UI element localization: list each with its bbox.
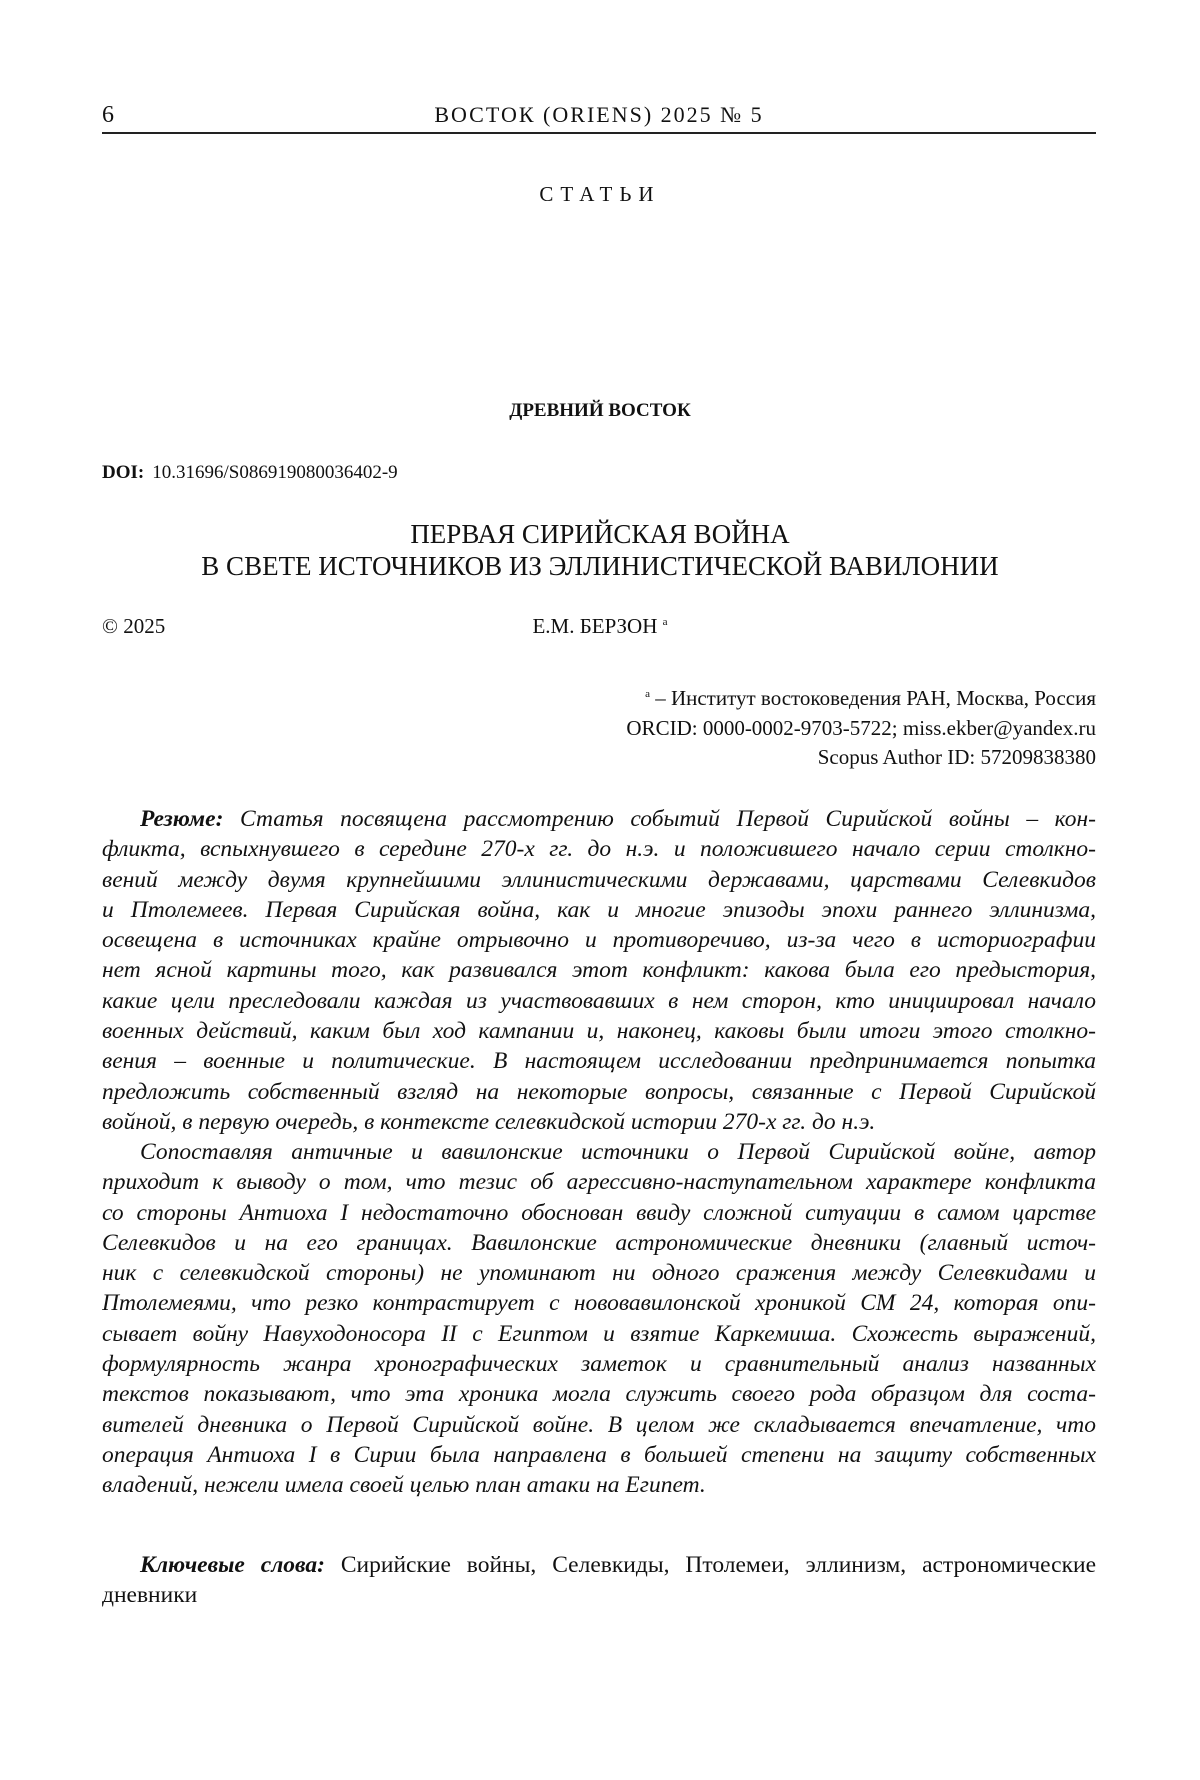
abstract-line	[102, 1440, 1096, 1470]
abstract-line	[102, 1319, 1096, 1349]
page-number: 6	[102, 102, 114, 129]
abstract-line-text: вителей дневника о Первой Сирийской войне. В целом же складывается впечатление, что	[102, 1412, 1096, 1438]
abstract-line-text: вений между двумя крупнейшими эллинистическими державами, царствами Селевкидов	[102, 867, 1096, 893]
abstract-line-text: военных действий, каким был ход кампании и, наконец, каковы были итоги этого столкно-	[102, 1018, 1096, 1044]
copyright: © 2025	[102, 614, 165, 639]
abstract-line	[102, 895, 1096, 925]
abstract-line	[102, 1198, 1096, 1228]
abstract-line-text: и Птолемеев. Первая Сирийская война, как и многие эпизоды эпохи раннего эллинизма,	[102, 897, 1096, 923]
abstract-line-text: ник с селевкидской стороны) не упоминают ни одного сражения между Селевкидами и	[102, 1260, 1096, 1286]
abstract-line	[102, 1137, 1096, 1167]
abstract-line-text: Селевкидов и на его границах. Вавилонские астрономические дневники (главный источ-	[102, 1230, 1096, 1256]
doi-label: DOI:	[102, 462, 144, 483]
abstract-line-text: формулярность жанра хронографических заметок и сравнительный анализ названных	[102, 1351, 1096, 1377]
doi	[102, 462, 398, 484]
abstract-line-text: текстов показывают, что эта хроника могла служить своего рода образцом для соста-	[102, 1381, 1096, 1407]
journal-title: ВОСТОК (ORIENS) 2025 № 5	[102, 102, 1096, 128]
abstract-line	[102, 955, 1096, 985]
doi-value[interactable]: 10.31696/S086919080036402-9	[152, 462, 397, 483]
affiliation	[626, 680, 1096, 773]
affiliation-scopus: Scopus Author ID: 57209838380	[626, 743, 1096, 773]
abstract-line	[102, 1349, 1096, 1379]
author	[0, 614, 1200, 639]
abstract-line	[102, 1046, 1096, 1076]
running-head	[102, 102, 1096, 134]
abstract-line-text: со стороны Антиоха I недостаточно обоснован ввиду сложной ситуации в самом царстве	[102, 1200, 1096, 1226]
affiliation-mark: a	[645, 688, 650, 700]
abstract-line	[102, 804, 1096, 834]
abstract-line-text: Птолемеями, что резко контрастирует с нововавилонской хроникой CM 24, которая опи-	[102, 1290, 1096, 1316]
abstract-line	[102, 1077, 1096, 1107]
rubric-heading: ДРЕВНИЙ ВОСТОК	[0, 400, 1200, 422]
article-title	[0, 518, 1200, 582]
abstract-line	[102, 986, 1096, 1016]
abstract-line-text: фликта, вспыхнувшего в середине 270-х гг. до н.э. и положившего начало серии столкно-	[102, 836, 1096, 862]
section-heading: СТАТЬИ	[0, 182, 1200, 207]
abstract-line	[102, 1107, 1096, 1137]
abstract-line	[102, 1410, 1096, 1440]
abstract-line	[102, 1258, 1096, 1288]
affiliation-institute: – Институт востоковедения РАН, Москва, Россия	[650, 686, 1096, 710]
abstract-line-text: войной, в первую очередь, в контексте селевкидской истории 270-х гг. до н.э.	[102, 1109, 875, 1135]
abstract-line	[102, 1167, 1096, 1197]
abstract-line-text: предложить собственный взгляд на некоторые вопросы, связанные с Первой Сирийской	[102, 1079, 1096, 1105]
abstract-line-text: нет ясной картины того, как развивался этот конфликт: какова была его предыстория,	[102, 957, 1096, 983]
abstract-line	[102, 834, 1096, 864]
abstract-line	[102, 865, 1096, 895]
abstract-paragraph-1	[102, 804, 1096, 1137]
abstract-line-text: операция Антиоха I в Сирии была направлена в большей степени на защиту собственных	[102, 1442, 1096, 1468]
title-line: ПЕРВАЯ СИРИЙСКАЯ ВОЙНА	[0, 518, 1200, 550]
keywords-label: Ключевые слова:	[140, 1552, 325, 1578]
author-name: Е.М. БЕРЗОН	[532, 614, 657, 638]
keywords-list: Сирийские войны, Селевкиды, Птолемеи, эллинизм, астрономические	[325, 1552, 1096, 1578]
abstract-line	[102, 1016, 1096, 1046]
abstract-line	[102, 925, 1096, 955]
abstract-label: Резюме:	[140, 806, 223, 832]
abstract-line	[102, 1228, 1096, 1258]
abstract-line-text: какие цели преследовали каждая из участвовавших в нем сторон, кто инициировал начало	[102, 988, 1096, 1014]
abstract-line-text: вения – военные и политические. В настоящем исследовании предпринимается попытка	[102, 1048, 1096, 1074]
abstract-line	[102, 1470, 1096, 1500]
keywords-list-continued: дневники	[102, 1580, 1096, 1611]
abstract-line-text: сывает войну Навуходоносора II с Египтом и взятие Каркемиша. Схожесть выражений,	[102, 1321, 1096, 1347]
abstract-line-text: Сопоставляя античные и вавилонские источники о Первой Сирийской войне, автор	[140, 1139, 1096, 1165]
affiliation-orcid: ORCID: 0000-0002-9703-5722; miss.ekber@yandex.ru	[626, 714, 1096, 744]
author-affiliation-mark: a	[663, 616, 668, 628]
abstract-paragraph-2	[102, 1137, 1096, 1501]
abstract-line	[102, 1379, 1096, 1409]
abstract-line-text: освещена в источниках крайне отрывочно и противоречиво, из-за чего в историографии	[102, 927, 1096, 953]
abstract-line-text: приходит к выводу о том, что тезис об агрессивно-наступательном характере конфликта	[102, 1169, 1096, 1195]
title-line: В СВЕТЕ ИСТОЧНИКОВ ИЗ ЭЛЛИНИСТИЧЕСКОЙ ВАВИЛОНИИ	[0, 550, 1200, 582]
abstract-line	[102, 1288, 1096, 1318]
abstract-line-text: владений, нежели имела своей целью план атаки на Египет.	[102, 1472, 706, 1498]
abstract-line-text: Статья посвящена рассмотрению событий Первой Сирийской войны – кон-	[240, 806, 1096, 832]
keywords	[102, 1550, 1096, 1611]
